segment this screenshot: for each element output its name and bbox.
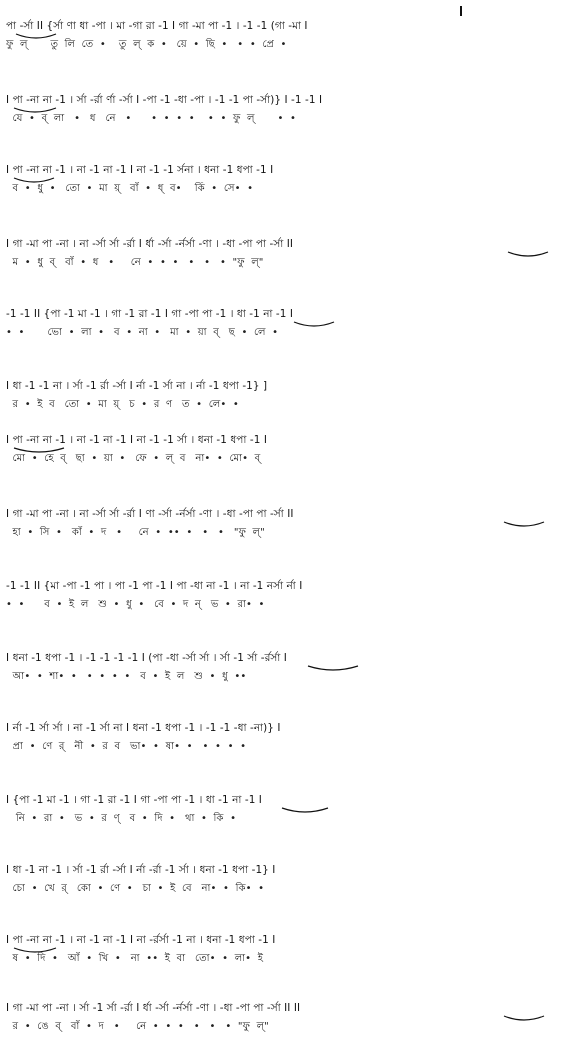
notation-line [6, 650, 574, 690]
swaralipi-notes: I ধা -1 না -1 । র্সা -1 র্রা -র্সা I র্না -র্রা -1 র্সা । ধনা -1 ধপা -1} I [6, 864, 276, 876]
notation-line [6, 1000, 574, 1040]
lyric-syllables: প্রা • ণে র্ নী • র ব ভা• • ষা• • • • • • [6, 741, 247, 752]
swaralipi-notes: -1 -1 II {মা -পা -1 পা । পা -1 পা -1 I পা -ধা না -1 । না -1 নর্সা র্না I [6, 580, 303, 592]
lyric-syllables: ফু ল্ তু লি তে • তু ল্ ক • য়ে • ছি • • • প্রে • [6, 39, 287, 50]
swaralipi-notes: I ধনা -1 ধপা -1 । -1 -1 -1 -1 I (পা -ধা -র্সা র্সা । র্সা -1 র্সা -র্রর্সা I [6, 652, 287, 664]
swaralipi-notes: -1 -1 II {পা -1 মা -1 । গা -1 রা -1 I গা -পা পা -1 । ধা -1 না -1 I [6, 308, 294, 320]
swaralipi-notes: I পা -না না -1 । না -1 না -1 I না -1 -1 র্সনা । ধনা -1 ধপা -1 I [6, 164, 274, 176]
lyric-syllables: ব • ধু • তো • মা য়্ বাঁ • ধ্ ব• কিঁ • সে• • [6, 183, 254, 194]
notation-line [6, 18, 574, 58]
lyric-syllables: মো • হে ব্ ছা • য়া • ফে • ল্ ব না• • মো• ব্ [6, 453, 261, 464]
notation-line [6, 578, 574, 618]
lyric-syllables: • • ভো • লা • ব • না • মা • য়া ব্ ছ • লে • [6, 327, 279, 338]
swaralipi-notes: I গা -মা পা -না । না -র্সা র্সা -র্রা I ণা -র্সা -র্নর্সা -ণা । -ধা -পা পা -র্সা II [6, 508, 294, 520]
notation-line [6, 378, 574, 418]
notation-line [6, 506, 574, 546]
lyric-syllables: র • ই ব তো • মা য়্ চ • র ণ ত • লে• • [6, 399, 239, 410]
swaralipi-notes: I র্না -1 র্সা র্সা । না -1 র্সা না I ধনা -1 ধপা -1 । -1 -1 -ধা -না)} I [6, 722, 281, 734]
lyric-syllables: • • ব • ই ল শু • ধু • বে • দ ন্ ভ • রা• • [6, 599, 265, 610]
notation-line [6, 162, 574, 202]
lyric-syllables: আ• • শা• • • • • • ব • ই ল শু • ধু •• [6, 671, 247, 682]
notation-line [6, 792, 574, 832]
swaralipi-notes: I ধা -1 -1 না । র্সা -1 র্রা -র্সা I র্না -1 র্সা না । র্না -1 ধপা -1} ] [6, 380, 268, 392]
notation-line [6, 862, 574, 902]
swaralipi-notes: I পা -না না -1 । না -1 না -1 I না -1 -1 র্সা । ধনা -1 ধপা -1 I [6, 434, 268, 446]
swaralipi-notes: I {পা -1 মা -1 । গা -1 রা -1 I গা -পা পা -1 । ধা -1 না -1 I [6, 794, 262, 806]
notation-line [6, 92, 574, 132]
lyric-syllables: চো • খে র্ কো • ণে • চা • ই বে না• • কি• • [6, 883, 265, 894]
lyric-syllables: নি • রা • ভ • র ণ্ ব • দি • থা • কি • [6, 813, 237, 824]
notation-line [6, 306, 574, 346]
swaralipi-notes: পা -র্সা II {র্সা ণা ধা -পা । মা -গা রা -1 I গা -মা পা -1 । -1 -1 (গা -মা I [6, 20, 308, 32]
lyric-syllables: ষ • দি • আঁ • খি • না •• ই বা তো• • লা• ই [6, 953, 264, 964]
tick-mark [460, 6, 462, 16]
lyric-syllables: হা • সি • কাঁ • দ • নে • •• • • • "ফু ল্" [6, 527, 265, 538]
notation-line [6, 432, 574, 472]
notation-line [6, 720, 574, 760]
notation-line [6, 236, 574, 276]
swaralipi-notes: I পা -না না -1 । র্সা -র্রা র্ণা -র্সা I -পা -1 -ধা -পা । -1 -1 পা -র্সা)} I -1 -1 I [6, 94, 323, 106]
swaralipi-notes: I পা -না না -1 । না -1 না -1 I না -র্রর্সা -1 না । ধনা -1 ধপা -1 I [6, 934, 276, 946]
lyric-syllables: ম • ধু ব্ বাঁ • ধ • নে • • • • • • "ফু ল্" [6, 257, 264, 268]
swaralipi-notes: I গা -মা পা -না । র্সা -1 র্সা -র্রা I র্ধা -র্সা -র্নর্সা -ণা । -ধা -পা পা -র্সা II II [6, 1002, 301, 1014]
swaralipi-notes: I গা -মা পা -না । না -র্সা র্সা -র্রা I র্ধা -র্সা -র্নর্সা -ণা । -ধা -পা পা -র্সা II [6, 238, 294, 250]
lyric-syllables: যে • ব্ লা • ধ নে • • • • • • • ফু ল্ • • [6, 113, 297, 124]
lyric-syllables: র • ঙে ব্ বাঁ • দ • নে • • • • • • "ফু ল্" [6, 1021, 269, 1032]
notation-line [6, 932, 574, 972]
